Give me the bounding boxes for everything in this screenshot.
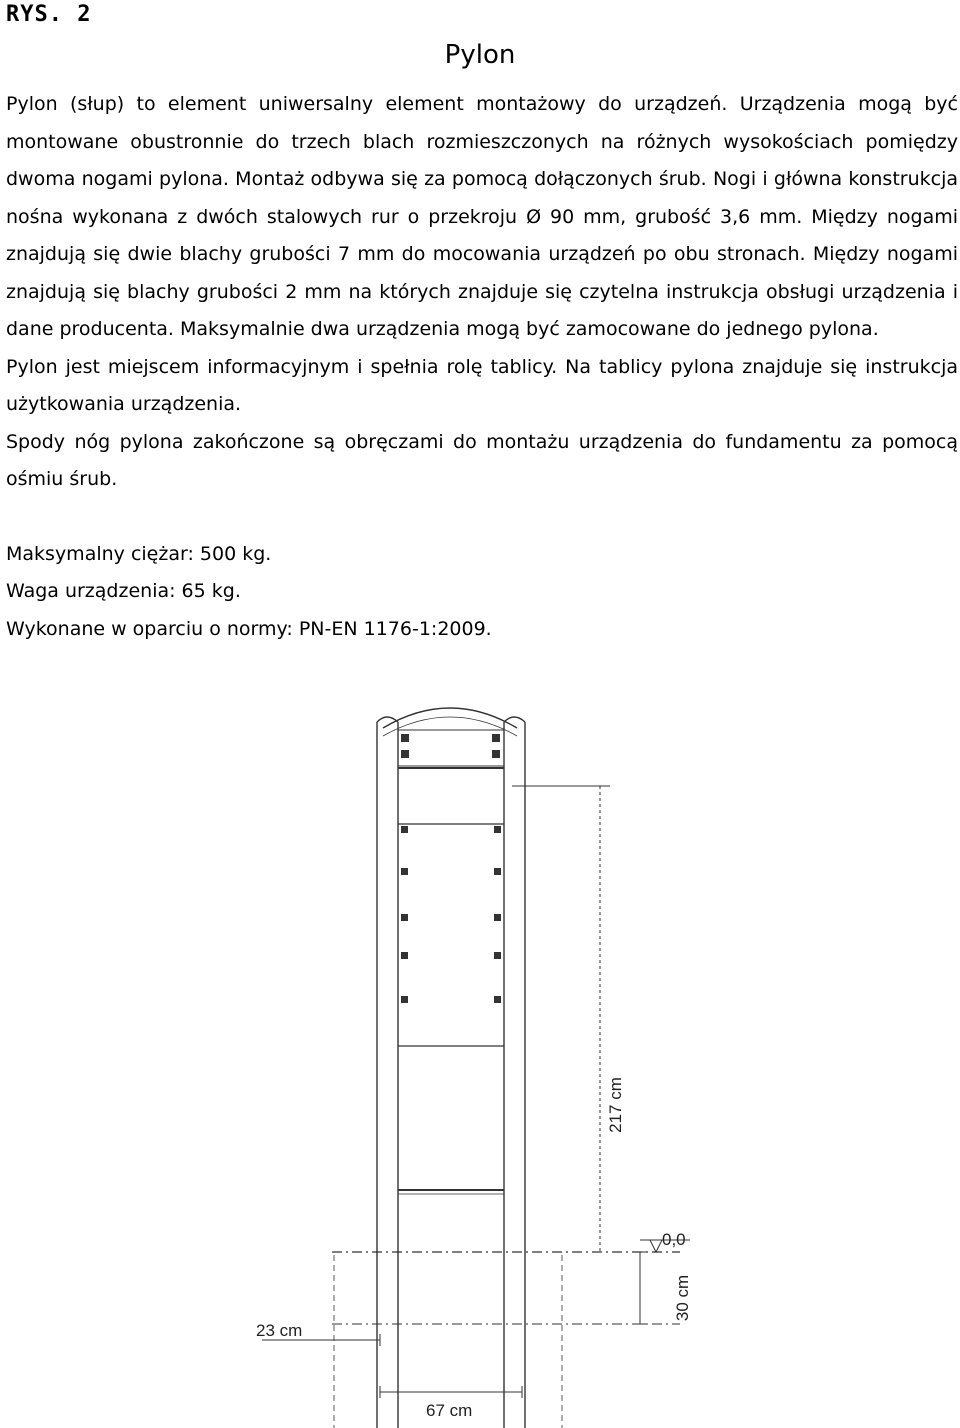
figure-label: RYS. 2 [6,2,92,27]
pylon-drawing-svg [0,700,960,1428]
ground-level-label: 0,0 [662,1230,686,1249]
top-arc [383,708,517,728]
paragraph-information: Pylon jest miejscem informacyjnym i spełnia rolę tablicy. Na tablicy pylona znajduje się instrukcja użytkowania urządzenia. [6,355,958,415]
paragraph-foundation: Spody nóg pylona zakończone są obręczami do montażu urządzenia do fundamentu za pomocą ośmiu śrub. [6,430,958,490]
top-plate [398,730,504,766]
spec-device-weight: Waga urządzenia: 65 kg. [6,580,241,602]
total-width-label: 67 cm [426,1401,473,1420]
paragraph-construction: Pylon (słup) to element uniwersalny element montażowy do urządzeń. Urządzenia mogą być montowane obustronnie do trzech blach rozmieszczonych na różnych wysokościach pomiędzy dwoma nogami pylona. Montaż odbywa się za pomocą dołączonych śrub. Nogi i główna konstrukcja nośna wykonana z dwóch stalowych rur o przekroju Ø 90 mm, grubość 3,6 mm. Między nogami znajdują się dwie blachy grubości 7 mm do mocowania urządzeń po obu stronach. Między nogami znajdują się blachy grubości 2 mm na których znajduje się czytelna instrukcja obsługi urządzenia i dane producenta. Maksymalnie dwa urządzenia mogą być zamocowane do jednego pylona. [6,93,958,340]
height-label: 217 cm [606,1077,625,1133]
technical-drawing [0,700,960,1428]
description-text [6,86,958,648]
foundation-depth-label: 30 cm [673,1274,692,1322]
page-title: Pylon [444,40,516,70]
foot-width-label: 23 cm [256,1321,303,1340]
bolt-group [401,734,501,1003]
total-width-dimension [380,1386,522,1398]
spec-standard: Wykonane w oparciu o normy: PN-EN 1176-1:2009. [6,617,492,640]
spec-max-load: Maksymalny ciężar: 500 kg. [6,542,272,565]
